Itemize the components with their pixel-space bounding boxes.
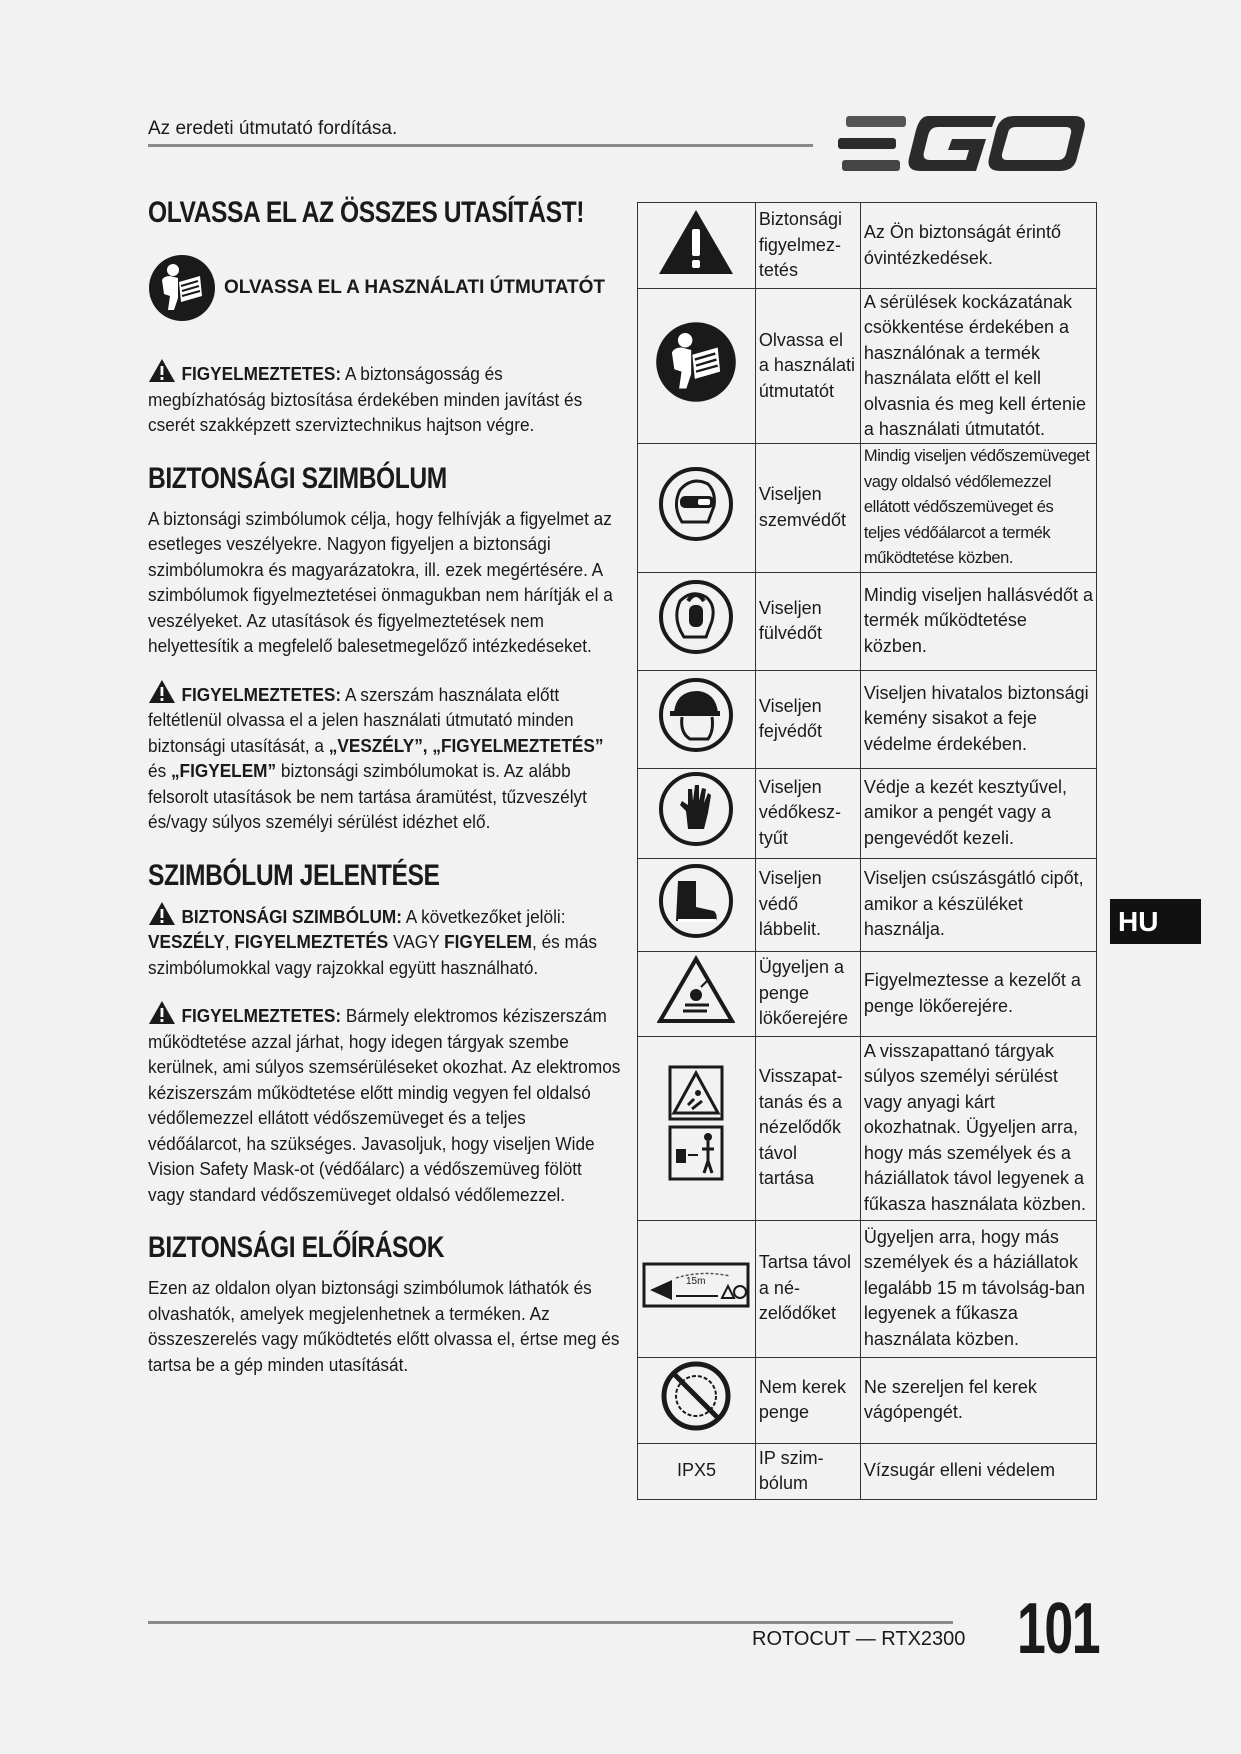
table-row — [638, 1220, 1097, 1357]
warning-paragraph-3 — [148, 1000, 622, 1207]
header-divider — [148, 144, 813, 147]
read-manual-icon — [148, 254, 216, 322]
symbol-cell — [638, 858, 756, 951]
symbol-name: Nem kerek penge — [755, 1357, 860, 1443]
table-row — [638, 1357, 1097, 1443]
table-row — [638, 768, 1097, 858]
symbol-description: Ügyeljen arra, hogy más személyek és a háziállatok legalább 15 m távolság-ban legyenek a fűkasza használata közben. — [860, 1220, 1096, 1357]
table-row — [638, 670, 1097, 768]
symbol-description: Mindig viseljen védőszemüveget vagy oldalsó védőlemezzel ellátott védőszemüveget és teljes védőálarcot a termék működtetése közben. — [860, 444, 1096, 573]
symbol-name: IP szim-bólum — [755, 1443, 860, 1499]
symbol-description: Viseljen hivatalos biztonsági kemény sisakot a feje védelme érdekében. — [860, 670, 1096, 768]
ipx5-label: IPX5 — [638, 1443, 756, 1499]
section-title-safety-rules: BIZTONSÁGI ELŐÍRÁSOK — [148, 1231, 445, 1264]
warning-triangle-icon — [148, 358, 176, 383]
eye-protection-icon — [658, 466, 734, 542]
symbol-name: Visszapat-tanás és a nézelődők távol tartása — [755, 1036, 860, 1220]
gloves-icon — [658, 771, 734, 847]
symbol-name: Viseljen fejvédőt — [755, 670, 860, 768]
symbol-name: Viseljen szemvédőt — [755, 444, 860, 573]
head-protection-icon — [658, 677, 734, 753]
symbol-name: Olvassa el a használati útmutatót — [755, 289, 860, 444]
table-row — [638, 203, 1097, 289]
language-tab: HU — [1110, 899, 1201, 944]
symbol-name: Ügyeljen a penge lökőerejére — [755, 951, 860, 1036]
warning-text: Bármely elektromos kéziszerszám működtetése azzal járhat, hogy idegen tárgyak szembe kerülnek, ami súlyos szemsérüléseket okozhat. Az elektromos kéziszerszám működtetése előtt mindig vegyen fel oldalsó védőlemezzel ellátott védőszemüveget és a teljes védőálarcot, ha szükséges. Javasoljuk, hogy viseljen Wide Vision Safety Mask-ot (védőálarc) a védőszemüveg fölött vagy standard védőszemüveget oldalsó védőlemezzel. — [148, 1005, 621, 1205]
keep-distance-icon — [642, 1260, 750, 1310]
symbol-name: Biztonsági figyelmez-tetés — [755, 203, 860, 289]
symbol-description: A sérülések kockázatának csökkentése érdekében a használónak a termék használata előtt el kell olvasnia és meg kell értenie a használati útmutatót. — [860, 289, 1096, 444]
table-row — [638, 858, 1097, 951]
instructions-column — [148, 196, 621, 1377]
symbol-description: Mindig viseljen hallásvédőt a termék működtetése közben. — [860, 572, 1096, 670]
warning-triangle-icon — [657, 207, 735, 277]
symbol-name: Viseljen védő lábbelit. — [755, 858, 860, 951]
symbol-meaning-paragraph: BIZTONSÁGI SZIMBÓLUM: A következőket jelöli: VESZÉLY, FIGYELMEZTETÉS VAGY FIGYELEM, és más szimbólumokkal vagy rajzokkal együtt használható. — [148, 901, 622, 981]
symbol-name: Tartsa távol a né-zelődőket — [755, 1220, 860, 1357]
table-row — [638, 289, 1097, 444]
read-manual-icon — [655, 321, 737, 403]
symbol-description: Az Ön biztonságát érintő óvintézkedések. — [860, 203, 1096, 289]
symbol-description: Védje a kezét kesztyűvel, amikor a pengét vagy a pengevédőt kezeli. — [860, 768, 1096, 858]
boots-icon — [658, 863, 734, 939]
symbol-cell — [638, 203, 756, 289]
footer-divider — [148, 1621, 953, 1624]
symbol-cell — [638, 572, 756, 670]
warning-label: FIGYELMEZTETES: — [181, 363, 342, 384]
table-row — [638, 951, 1097, 1036]
warning-label: FIGYELMEZTETES: — [181, 683, 342, 705]
warning-label: FIGYELMEZTETES: — [181, 1005, 342, 1026]
page-number: 101 — [1017, 1589, 1100, 1669]
ego-logo — [836, 114, 1088, 174]
symbol-cell — [638, 1220, 756, 1357]
table-row — [638, 1443, 1097, 1499]
warning-triangle-icon — [148, 1000, 176, 1025]
table-row — [638, 572, 1097, 670]
symbol-description: Figyelmeztesse a kezelőt a penge lökőerejére. — [860, 951, 1096, 1036]
section-title-read-all: OLVASSA EL AZ ÖSSZES UTASÍTÁST! — [148, 196, 585, 229]
ear-protection-icon — [658, 579, 734, 655]
svg-text:15m: 15m — [686, 1275, 706, 1287]
symbol-cell — [638, 1036, 756, 1220]
symbol-cell — [638, 670, 756, 768]
section-title-symbol-meaning: SZIMBÓLUM JELENTÉSE — [148, 858, 440, 892]
table-row — [638, 1036, 1097, 1220]
symbol-description: A visszapattanó tárgyak súlyos személyi sérülést vagy anyagi kárt okozhatnak. Ügyeljen arra, hogy más személyek és a háziállatok távol legyenek a fűkasza használata közben. — [860, 1036, 1096, 1220]
warning-triangle-icon — [148, 679, 176, 704]
read-manual-label: OLVASSA EL A HASZNÁLATI ÚTMUTATÓT — [224, 277, 606, 298]
symbol-description: Ne szereljen fel kerek vágópengét. — [860, 1357, 1096, 1443]
symbol-description: Viseljen csúszásgátló cipőt, amikor a készüléket használja. — [860, 858, 1096, 951]
section-title-safety-symbol: BIZTONSÁGI SZIMBÓLUM — [148, 461, 447, 495]
symbol-cell — [638, 768, 756, 858]
read-manual-row — [148, 254, 618, 322]
symbol-cell — [638, 289, 756, 444]
symbol-cell — [638, 444, 756, 573]
table-row — [638, 444, 1097, 573]
blade-thrust-icon — [657, 955, 735, 1025]
safety-rules-paragraph: Ezen az oldalon olyan biztonsági szimbólumok láthatók és olvashatók, amelyek megjelenhetnek a terméken. Az összeszerelés vagy működtetés előtt olvassa el, értse meg és tartsa be a gép minden utasítását. — [148, 1277, 620, 1375]
warning-paragraph-2: FIGYELMEZTETES: A szerszám használata előtt feltétlenül olvassa el a jelen használati útmutató minden biztonsági utasítását, a „VESZÉLY”, „FIGYELMEZTETÉS” és „FIGYELEM” biztonsági szimbólumokat is. Az alább felsorolt utasítások be nem tartása áramütést, tűzveszélyt és/vagy súlyos személyi sérülést idézhet elő. — [148, 679, 622, 835]
symbol-cell — [638, 951, 756, 1036]
safety-symbol-paragraph: A biztonsági szimbólumok célja, hogy felhívják a figyelmet az esetleges veszélyekre. Nagyon figyeljen a biztonsági szimbólumokra és magyarázatokra, ill. ezek megértésére. A szimbólumok figyelmeztetései önmagukban nem hárítják el a veszélyeket. Az utasítások és figyelmeztetések nem helyettesítik a megfelelő balesetmegelőző intézkedéseket. — [148, 507, 613, 656]
warning-triangle-icon — [148, 901, 176, 926]
footer-model: ROTOCUT — RTX2300 — [752, 1628, 966, 1650]
safety-symbols-table — [637, 202, 1097, 1500]
warning-paragraph-1 — [148, 358, 622, 438]
no-round-blade-icon — [660, 1360, 732, 1432]
translation-note: Az eredeti útmutató fordítása. — [148, 118, 398, 139]
symbol-description: Vízsugár elleni védelem — [860, 1443, 1096, 1499]
ricochet-icon — [668, 1065, 724, 1183]
warning-text: A biztonságosság és megbízhatóság biztosítása érdekében minden javítást és cserét szakképzett szerviztechnikus hajtson végre. — [148, 363, 583, 435]
symbol-name: Viseljen fülvédőt — [755, 572, 860, 670]
symbol-name: Viseljen védőkesz-tyűt — [755, 768, 860, 858]
symbol-cell — [638, 1357, 756, 1443]
